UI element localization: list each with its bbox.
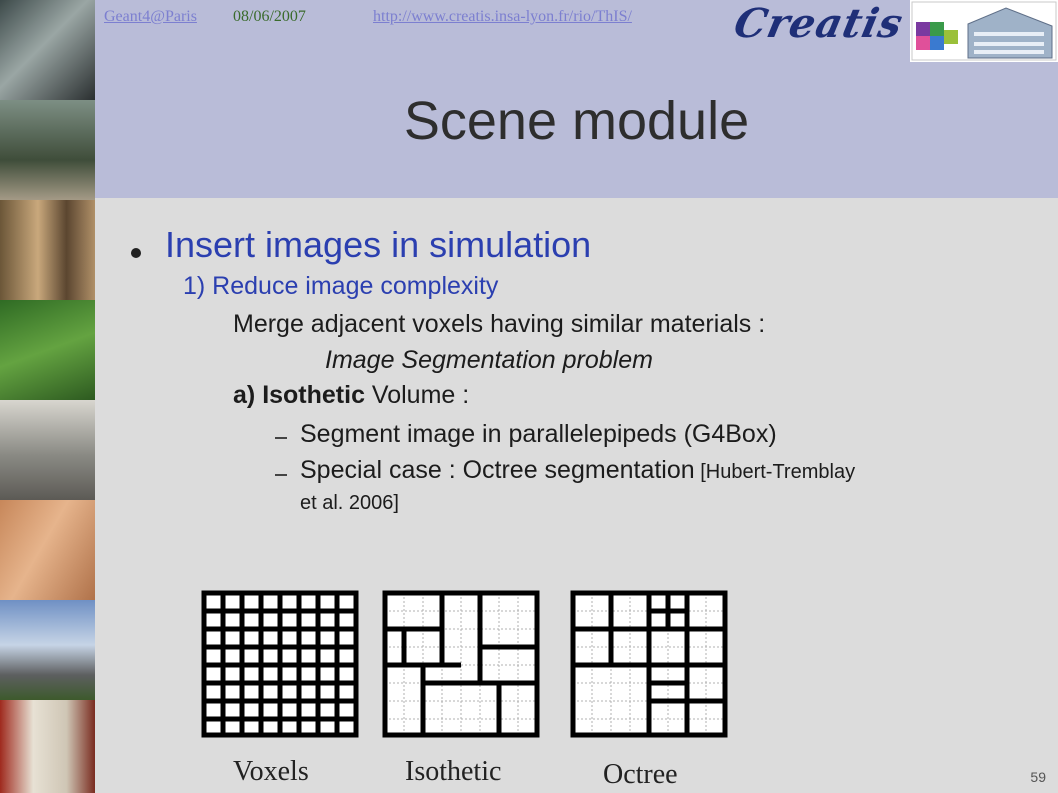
creatis-logo: Creatis: [730, 0, 908, 47]
isothetic-bold: Isothetic: [262, 381, 365, 409]
building-logo: [910, 0, 1058, 62]
isothetic-suffix: Volume :: [364, 381, 470, 409]
page-number: 59: [1030, 769, 1046, 785]
bullet-dot: [131, 248, 141, 258]
octree-reference-cont: et al. 2006]: [300, 492, 399, 514]
octree-item: [300, 456, 855, 485]
ivy-photo: [0, 300, 95, 400]
segment-item: Segment image in parallelepipeds (G4Box): [300, 420, 777, 448]
website-link[interactable]: http://www.creatis.insa-lyon.fr/rio/ThIS/: [373, 8, 632, 25]
isothetic-line: [233, 381, 469, 410]
hall-photo: [0, 400, 95, 500]
relief-photo: [0, 500, 95, 600]
voxels-diagram: [200, 589, 360, 739]
isothetic-label: Isothetic: [405, 756, 502, 787]
octree-item-main: Special case : Octree segmentation: [300, 456, 695, 484]
slide-title: Scene module: [403, 91, 750, 151]
octree-reference: [Hubert-Tremblay: [694, 461, 856, 483]
segmentation-problem: Image Segmentation problem: [325, 346, 653, 374]
slide-date: 08/06/2007: [233, 8, 306, 25]
glass-roof-photo: [0, 0, 95, 100]
email-link[interactable]: Geant4@Paris: [104, 8, 197, 25]
step-heading: 1) Reduce image complexity: [183, 272, 499, 300]
dash-icon: [275, 474, 287, 476]
photo-strip: [0, 0, 95, 793]
isothetic-prefix: a): [233, 381, 263, 409]
corridor-photo: [0, 700, 95, 793]
voxels-label: Voxels: [233, 756, 309, 787]
sculpture-photo: [0, 200, 95, 300]
merge-text: Merge adjacent voxels having similar materials :: [233, 310, 766, 338]
octree-label: Octree: [603, 759, 678, 790]
atrium-photo: [0, 100, 95, 200]
bullet-heading: Insert images in simulation: [165, 224, 592, 265]
dash-icon: [275, 437, 287, 439]
pyramid-photo: [0, 600, 95, 700]
octree-diagram: [569, 589, 729, 739]
isothetic-diagram: [381, 589, 541, 739]
